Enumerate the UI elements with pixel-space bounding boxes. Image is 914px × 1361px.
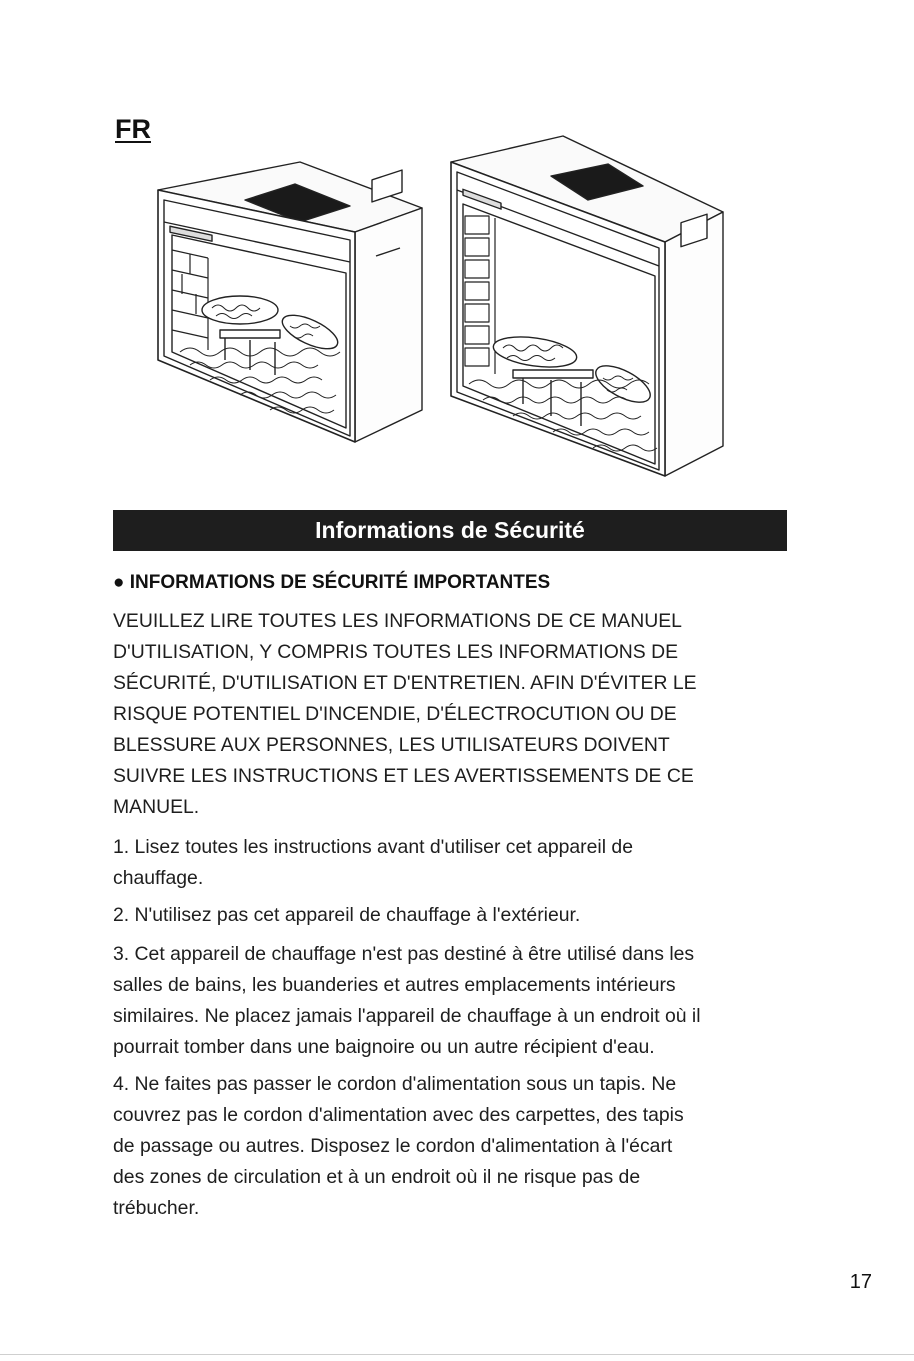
text-line: 4. Ne faites pas passer le cordon d'alimentation sous un tapis. Ne [113,1073,677,1095]
language-label: FR [115,114,151,144]
list-item-3 [113,939,803,1063]
text-line: trébucher. [113,1197,200,1219]
text-line: RISQUE POTENTIEL D'INCENDIE, D'ÉLECTROCUTION OU DE [113,703,677,725]
intro-paragraph [113,606,803,823]
text-line: SUIVRE LES INSTRUCTIONS ET LES AVERTISSEMENTS DE CE [113,765,694,787]
fireplace-insert-illustration-tall [443,134,728,479]
text-line: VEUILLEZ LIRE TOUTES LES INFORMATIONS DE CE MANUEL [113,610,682,632]
text-line: 2. N'utilisez pas cet appareil de chauffage à l'extérieur. [113,904,581,926]
text-line: salles de bains, les buanderies et autres emplacements intérieurs [113,974,676,996]
text-line: D'UTILISATION, Y COMPRIS TOUTES LES INFORMATIONS DE [113,641,679,663]
text-line: couvrez pas le cordon d'alimentation avec des carpettes, des tapis [113,1104,684,1126]
page-number: 17 [849,1271,872,1293]
text-line: similaires. Ne placez jamais l'appareil de chauffage à un endroit où il [113,1005,701,1027]
text-line: pourrait tomber dans une baignoire ou un autre récipient d'eau. [113,1036,655,1058]
list-item-2 [113,900,803,931]
text-line: 1. Lisez toutes les instructions avant d'utiliser cet appareil de [113,836,633,858]
text-line: chauffage. [113,867,204,889]
bottom-rule [0,1354,914,1355]
list-item-1 [113,832,803,894]
text-line: BLESSURE AUX PERSONNES, LES UTILISATEURS DOIVENT [113,734,670,756]
list-item-4 [113,1069,803,1224]
subheading: ● INFORMATIONS DE SÉCURITÉ IMPORTANTES [113,572,551,593]
section-banner: Informations de Sécurité [113,510,787,551]
text-line: MANUEL. [113,796,200,818]
text-line: de passage ou autres. Disposez le cordon d'alimentation à l'écart [113,1135,673,1157]
text-line: 3. Cet appareil de chauffage n'est pas destiné à être utilisé dans les [113,943,695,965]
text-line: des zones de circulation et à un endroit où il ne risque pas de [113,1166,641,1188]
text-line: SÉCURITÉ, D'UTILISATION ET D'ENTRETIEN. AFIN D'ÉVITER LE [113,672,697,694]
fireplace-insert-illustration-brick [150,160,430,445]
